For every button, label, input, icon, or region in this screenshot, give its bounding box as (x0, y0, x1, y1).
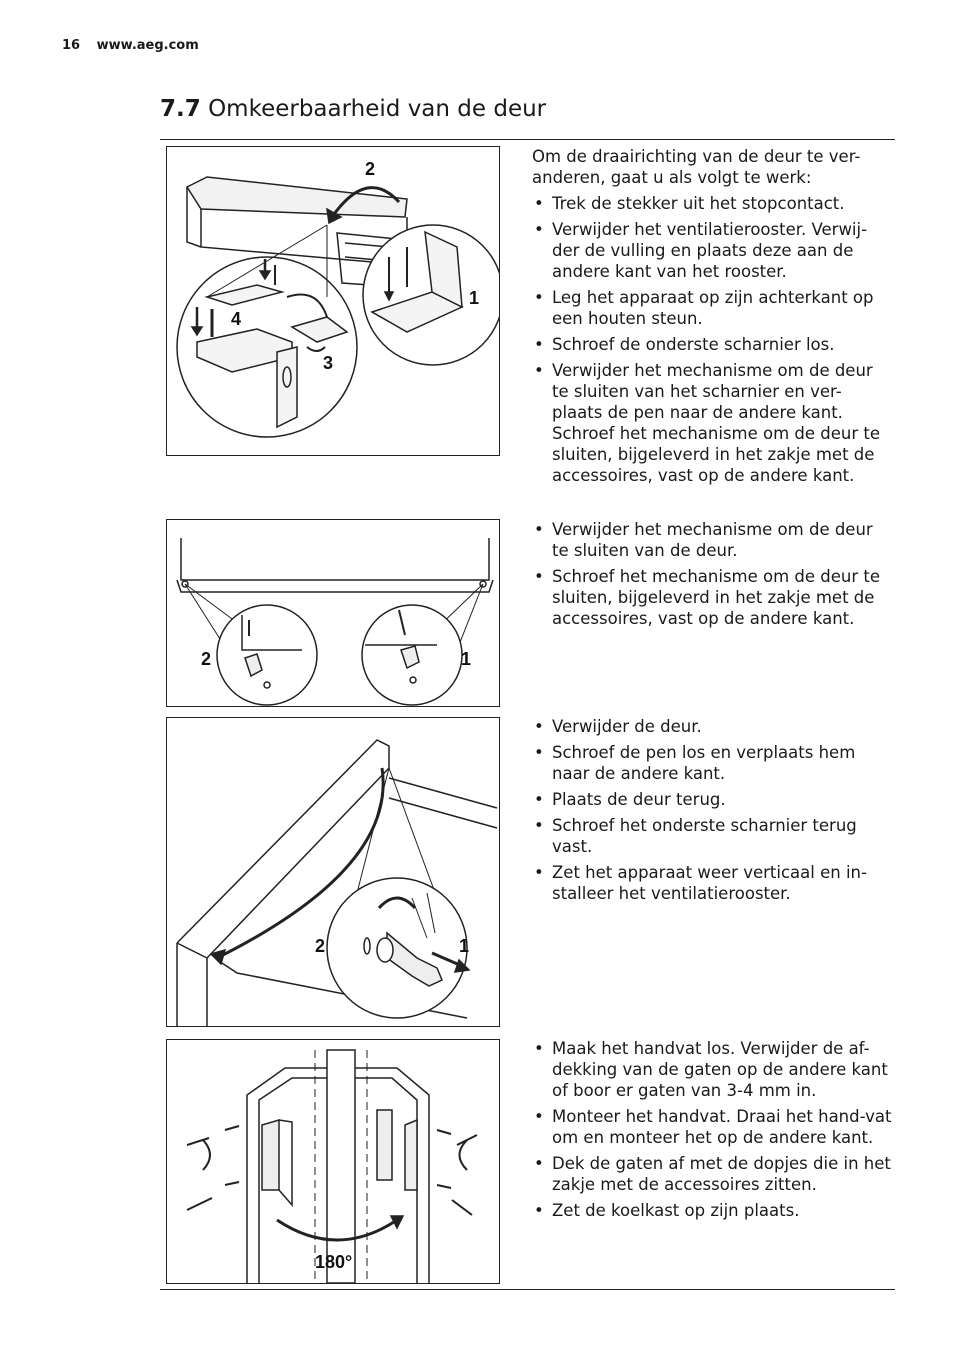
instruction-list (532, 1038, 892, 1221)
page-number: 16 (62, 38, 81, 53)
list-item: • Schroef het onderste scharnier terug vast. (532, 815, 892, 857)
list-item: • Schroef het mechanisme om de deur te sluiten, bijgeleverd in het zakje met de accessoires, vast op de andere kant. (532, 566, 892, 629)
list-item: • Trek de stekker uit het stopcontact. (532, 193, 892, 214)
instruction-list (532, 519, 892, 629)
figure-label: 2 (201, 649, 212, 669)
top-rule (160, 139, 895, 140)
figure-label: 4 (231, 309, 242, 329)
instruction-list (532, 193, 892, 486)
figure-label: 180° (315, 1252, 353, 1272)
figure-label: 2 (315, 936, 326, 956)
figure-door-mechanism (166, 519, 500, 707)
list-item: • Schroef de pen los en verplaats hem naar de andere kant. (532, 742, 892, 784)
section-title (160, 96, 546, 122)
list-item: • Monteer het handvat. Draai het hand-vat om en monteer het op de andere kant. (532, 1106, 892, 1148)
list-item: • Zet de koelkast op zijn plaats. (532, 1200, 892, 1221)
figure-label: 2 (365, 159, 376, 179)
figure-label: 3 (323, 353, 334, 373)
instructions-block-3 (532, 716, 892, 909)
figure-label: 1 (469, 288, 480, 308)
bottom-rule (160, 1289, 895, 1290)
figure-handle-reversal (166, 1039, 500, 1284)
figure-hinge-removal (166, 146, 500, 456)
instruction-list (532, 716, 892, 904)
list-item: • Verwijder het ventilatierooster. Verwij-der de vulling en plaats deze aan de andere kant van het rooster. (532, 219, 892, 282)
instructions-block-4 (532, 1038, 892, 1226)
section-title-text: Omkeerbaarheid van de deur (208, 96, 547, 122)
list-item: • Schroef de onderste scharnier los. (532, 334, 892, 355)
list-item: • Verwijder het mechanisme om de deur te sluiten van het scharnier en ver-plaats de pen naar de andere kant. Schroef het mechanisme om de deur te sluiten, bijgeleverd in het zakje met de accessoires, vast op de andere kant. (532, 360, 892, 486)
section-number: 7.7 (160, 96, 201, 122)
list-item: • Maak het handvat los. Verwijder de af-dekking van de gaten op de andere kant of boor er gaten van 3-4 mm in. (532, 1038, 892, 1101)
intro-text: Om de draairichting van de deur te ver-anderen, gaat u als volgt te werk: (532, 147, 861, 187)
list-item: • Verwijder het mechanisme om de deur te sluiten van de deur. (532, 519, 892, 561)
page-header (62, 38, 199, 53)
list-item: • Zet het apparaat weer verticaal en in-stalleer het ventilatierooster. (532, 862, 892, 904)
figure-label: 1 (461, 649, 472, 669)
list-item: • Leg het apparaat op zijn achterkant op een houten steun. (532, 287, 892, 329)
list-item: • Plaats de deur terug. (532, 789, 892, 810)
figure-door-pin (166, 717, 500, 1027)
list-item: • Verwijder de deur. (532, 716, 892, 737)
figure-label: 1 (459, 936, 470, 956)
instructions-block-1 (532, 146, 892, 491)
instructions-block-2 (532, 519, 892, 634)
website-url[interactable]: www.aeg.com (96, 38, 199, 53)
list-item: • Dek de gaten af met de dopjes die in het zakje met de accessoires zitten. (532, 1153, 892, 1195)
